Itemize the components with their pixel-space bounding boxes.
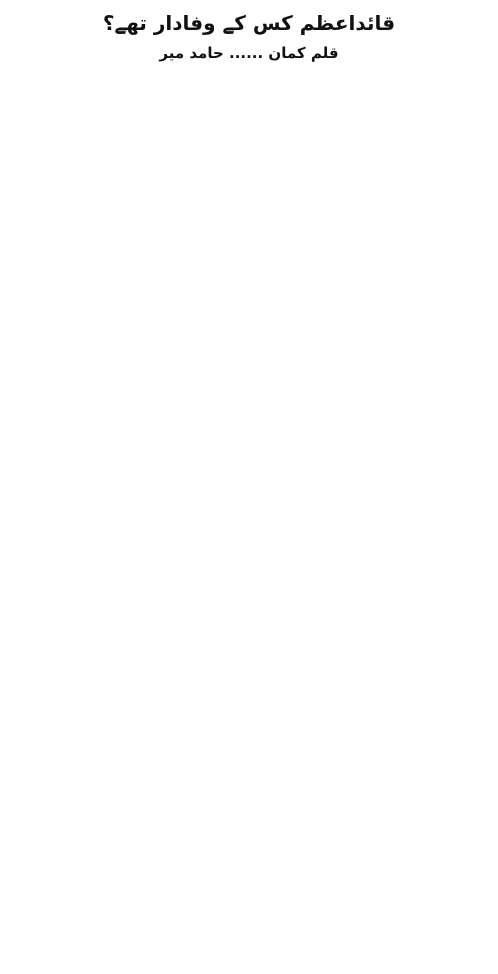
article-byline: قلم کمان ...... حامد میر xyxy=(159,44,339,62)
article-title: قائداعظم کس کے وفادار تھے؟ xyxy=(102,11,396,35)
